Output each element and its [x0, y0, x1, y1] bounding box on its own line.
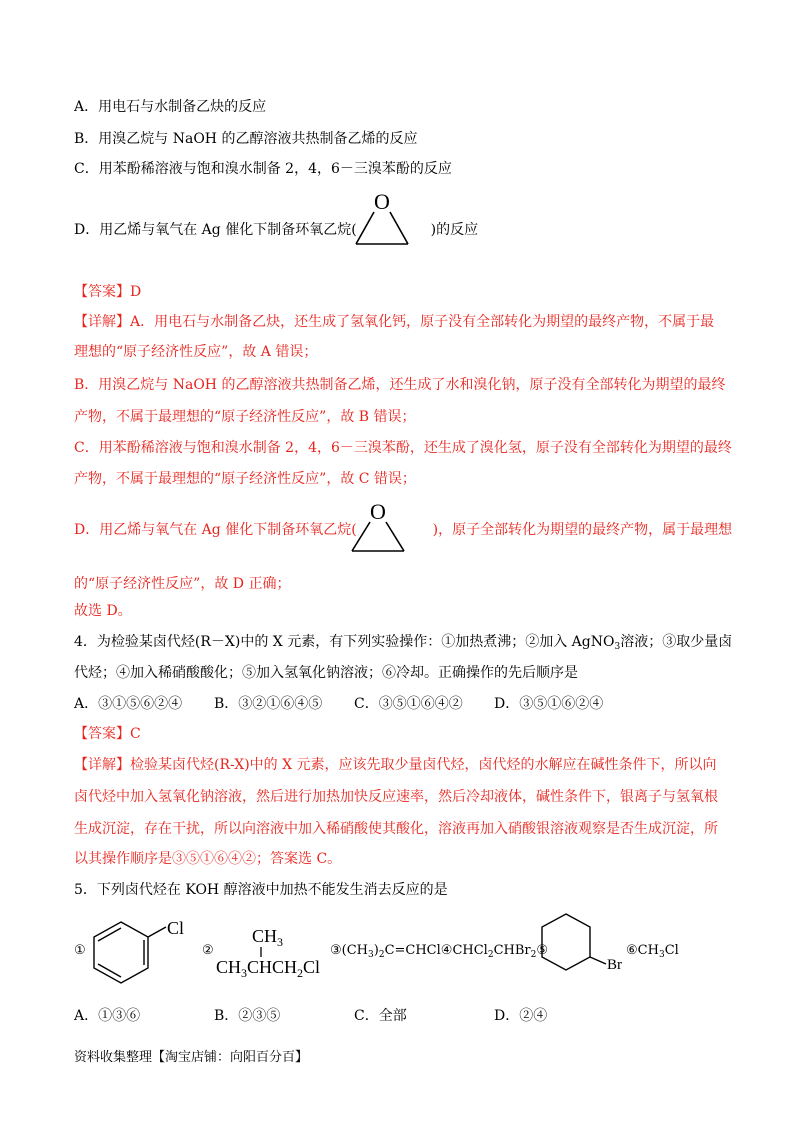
bromine-label: Br — [607, 957, 622, 973]
q5-item-3-formula-a: (CH — [341, 943, 369, 958]
q5-item-4-formula-b: CHBr — [493, 943, 531, 958]
q4-stem-line-1 — [74, 634, 733, 652]
q3-option-c: C．用苯酚稀溶液与饱和溴水制备 2，4，6－三溴苯酚的反应 — [74, 161, 452, 177]
q4-answer: 【答案】C — [74, 726, 141, 742]
q5-item-4-number: ④ — [440, 943, 453, 958]
q5-item-3-formula-c: C=CHCl — [384, 943, 441, 958]
q5-item-6 — [626, 943, 679, 960]
q5-item-2-number: ② — [202, 943, 214, 958]
q3-detail-epoxide-structure — [346, 497, 410, 555]
q4-stem-sub: 3 — [614, 642, 621, 652]
q4-detail-1: 检验某卤代烃(R-X)中的 X 元素，应该先取少量卤代烃，卤代烃的水解应在碱性条件下，所以向 — [130, 757, 717, 773]
q4-option-c: C．③⑤①⑥④② — [354, 696, 463, 712]
q5-item-3 — [330, 943, 549, 960]
q5-item-6-formula-b: Cl — [664, 943, 679, 958]
q3-detail-a-1: A．用电石与水制备乙炔，还生成了氢氧化钙，原子没有全部转化为期望的最终产物，不属于最 — [130, 314, 715, 330]
q4-option-d: D．③⑤①⑥②④ — [494, 696, 604, 712]
q4-detail-line-4: 以其操作顺序是③⑤①⑥④②；答案选 C。 — [74, 851, 342, 867]
q3-option-a: A．用电石与水制备乙炔的反应 — [74, 99, 267, 115]
q3-epoxide-structure — [352, 186, 416, 248]
q5-item-4-formula-a: CHCl — [452, 943, 488, 958]
main-chain-label: $CH_3CHCH_2Cl$ — [216, 957, 321, 980]
q4-stem-pre: 4．为检验某卤代烃(R－X)中的 X 元素，有下列实验操作：①加热煮沸；②加入 AgNO — [74, 634, 615, 650]
q5-option-c: C．全部 — [354, 1008, 407, 1024]
q5-item-3-number: ③ — [330, 943, 342, 958]
epoxide-oxygen-label: O — [374, 189, 390, 214]
q3-option-d-post: )的反应 — [430, 222, 479, 238]
q5-option-a: A．①③⑥ — [74, 1008, 141, 1024]
q4-options — [74, 697, 603, 711]
q5-options — [74, 1009, 547, 1023]
q3-detail-d-post: )，原子全部转化为期望的最终产物，属于最理想 — [432, 522, 733, 538]
q5-item-4-sub-a: 2 — [487, 950, 494, 960]
q5-item-3-sub-b: 2 — [378, 950, 385, 960]
q4-detail-line-3: 生成沉淀，存在干扰，所以向溶液中加入稀硝酸使其酸化，溶液再加入硝酸银溶液观察是否生成沉淀，所 — [74, 821, 718, 837]
methyl-branch-label: $CH_3$ — [252, 926, 284, 949]
q4-detail-line-1 — [74, 758, 717, 772]
q4-option-a: A．③①⑤⑥②④ — [74, 696, 183, 712]
q3-detail-line-1 — [74, 315, 714, 329]
q3-detail-c-2: 产物，不属于最理想的“原子经济性反应”，故 C 错误； — [74, 471, 416, 487]
q5-option-d: D．②④ — [494, 1008, 548, 1024]
q5-item-6-number: ⑥ — [626, 943, 638, 958]
q3-conclusion: 故选 D。 — [74, 603, 132, 619]
q4-option-b: B．③②①⑥④⑤ — [214, 696, 323, 712]
q3-detail-b-1: B．用溴乙烷与 NaOH 的乙醇溶液共热制备乙烯，还生成了水和溴化钠，原子没有全部转化为期望的最终 — [74, 377, 726, 393]
q4-stem-post: 溶液；③取少量卤 — [620, 634, 733, 650]
q3-detail-d-pre: D．用乙烯与氧气在 Ag 催化下制备环氧乙烷( — [74, 522, 357, 538]
q3-option-d-pre: D．用乙烯与氧气在 Ag 催化下制备环氧乙烷( — [74, 222, 357, 238]
page-footer: 资料收集整理【淘宝店铺：向阳百分百】 — [74, 1050, 309, 1065]
epoxide-oxygen-label: O — [370, 499, 386, 524]
q5-stem: 5．下列卤代烃在 KOH 醇溶液中加热不能发生消去反应的是 — [74, 882, 448, 898]
q4-detail-tag: 【详解】 — [74, 757, 130, 773]
q3-detail-a-2: 理想的“原子经济性反应”，故 A 错误； — [74, 344, 318, 360]
q5-item-3-formula-b: ) — [373, 943, 379, 958]
q5-chlorobenzene-structure — [86, 910, 196, 988]
q5-item-1-number: ① — [74, 943, 86, 958]
q3-detail-b-2: 产物，不属于最理想的“原子经济性反应”，故 B 错误； — [74, 409, 416, 425]
q5-isobutyl-chloride-structure — [214, 918, 334, 980]
q3-answer: 【答案】D — [74, 284, 142, 300]
q5-item-4-sub-b: 2 — [530, 950, 537, 960]
q3-option-b: B．用溴乙烷与 NaOH 的乙醇溶液共热制备乙烯的反应 — [74, 131, 418, 147]
q4-stem-line-2: 代烃；④加入稀硝酸酸化；⑤加入氢氧化钠溶液；⑥冷却。正确操作的先后顺序是 — [74, 665, 578, 681]
q5-item-5-number: ⑤ — [536, 943, 549, 958]
q3-detail-d-2: 的“原子经济性反应”，故 D 正确； — [74, 576, 291, 592]
q3-detail-tag: 【详解】 — [74, 314, 130, 330]
q5-option-b: B．②③⑤ — [214, 1008, 281, 1024]
q3-option-d — [74, 223, 478, 237]
q5-item-6-formula-a: CH — [637, 943, 659, 958]
q3-detail-c-1: C．用苯酚稀溶液与饱和溴水制备 2，4，6－三溴苯酚，还生成了溴化氢，原子没有全部转化为期望的最终 — [74, 440, 732, 456]
q5-bromocyclohexane-structure — [538, 906, 638, 986]
q5-item-3-sub-a: 3 — [368, 950, 374, 960]
chlorine-label: Cl — [167, 918, 185, 938]
q4-detail-line-2: 卤代烃中加入氢氧化钠溶液，然后进行加热加快反应速率，然后冷却液体，碱性条件下，银离子与氢氧根 — [74, 789, 718, 805]
q5-item-6-sub: 3 — [658, 950, 665, 960]
